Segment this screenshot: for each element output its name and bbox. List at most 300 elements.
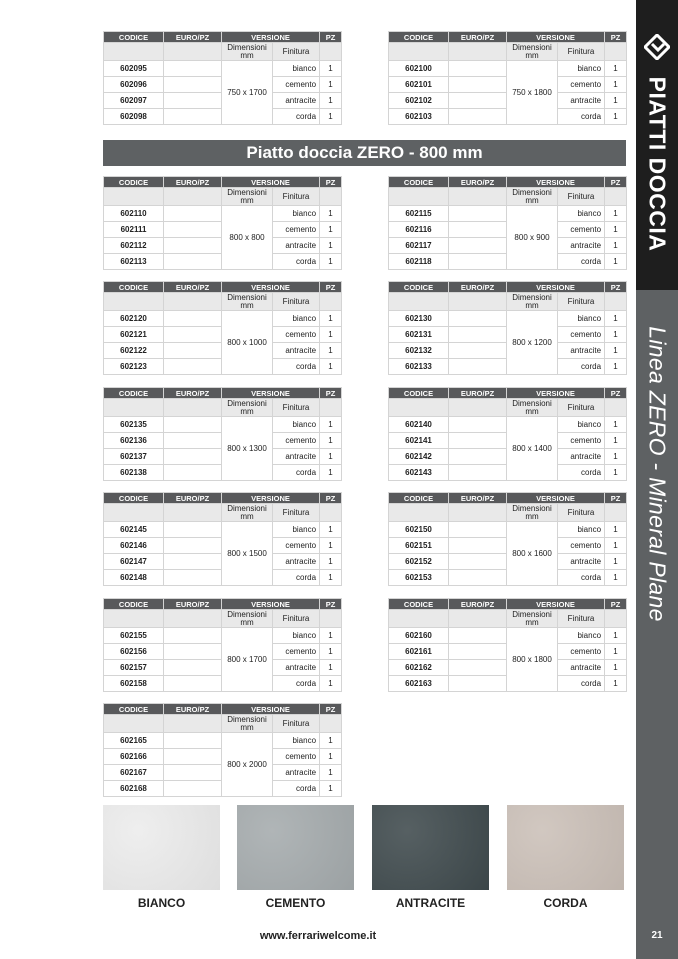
sub-empty <box>449 610 507 628</box>
brand-logo-icon <box>644 34 670 60</box>
product-code: 602141 <box>389 433 449 449</box>
qty-cell: 1 <box>320 238 342 254</box>
finish-cell: bianco <box>558 311 605 327</box>
price-cell <box>449 238 507 254</box>
col-codice: CODICE <box>104 493 164 504</box>
table-subheader <box>104 293 342 311</box>
col-dimensioni: Dimensioni mm <box>507 399 558 417</box>
qty-cell: 1 <box>605 109 627 125</box>
price-cell <box>449 343 507 359</box>
sub-empty <box>389 293 449 311</box>
table-row <box>389 417 627 433</box>
col-dimensioni: Dimensioni mm <box>222 610 273 628</box>
table-header <box>389 32 627 43</box>
table-subheader <box>104 43 342 61</box>
price-cell <box>164 733 222 749</box>
col-euro: EURO/PZ <box>164 177 222 188</box>
product-code: 602168 <box>104 781 164 797</box>
sub-empty <box>164 43 222 61</box>
dimension-cell: 800 x 800 <box>222 206 273 270</box>
qty-cell: 1 <box>320 570 342 586</box>
sub-empty <box>104 504 164 522</box>
product-code: 602112 <box>104 238 164 254</box>
qty-cell: 1 <box>320 660 342 676</box>
col-codice: CODICE <box>104 599 164 610</box>
finish-cell: bianco <box>273 522 320 538</box>
qty-cell: 1 <box>320 222 342 238</box>
swatch-label: BIANCO <box>137 896 186 910</box>
finish-cell: cemento <box>558 222 605 238</box>
dimension-cell: 800 x 1400 <box>507 417 558 481</box>
product-code: 602135 <box>104 417 164 433</box>
finish-cell: bianco <box>558 522 605 538</box>
table-row <box>389 311 627 327</box>
qty-cell: 1 <box>605 433 627 449</box>
sub-empty <box>164 399 222 417</box>
qty-cell: 1 <box>320 644 342 660</box>
qty-cell: 1 <box>320 61 342 77</box>
price-cell <box>449 538 507 554</box>
price-cell <box>164 644 222 660</box>
col-euro: EURO/PZ <box>449 493 507 504</box>
qty-cell: 1 <box>605 77 627 93</box>
qty-cell: 1 <box>605 61 627 77</box>
sub-empty <box>104 293 164 311</box>
qty-cell: 1 <box>605 676 627 692</box>
product-code: 602148 <box>104 570 164 586</box>
price-cell <box>164 522 222 538</box>
col-versione: VERSIONE <box>222 32 320 43</box>
finish-cell: cemento <box>558 77 605 93</box>
price-cell <box>449 644 507 660</box>
table-subheader <box>389 504 627 522</box>
dimension-cell: 800 x 1000 <box>222 311 273 375</box>
sidebar-title-block <box>636 0 678 290</box>
table-subheader <box>389 43 627 61</box>
price-cell <box>449 554 507 570</box>
table-subheader <box>389 399 627 417</box>
dimension-cell: 800 x 1800 <box>507 628 558 692</box>
product-code: 602157 <box>104 660 164 676</box>
sub-empty <box>389 504 449 522</box>
price-cell <box>449 77 507 93</box>
col-finitura: Finitura <box>273 293 320 311</box>
price-cell <box>449 359 507 375</box>
col-pz: PZ <box>605 282 627 293</box>
col-codice: CODICE <box>104 177 164 188</box>
col-pz: PZ <box>605 388 627 399</box>
price-cell <box>449 61 507 77</box>
col-codice: CODICE <box>389 388 449 399</box>
swatch-bianco <box>103 805 220 890</box>
qty-cell: 1 <box>605 343 627 359</box>
qty-cell: 1 <box>605 465 627 481</box>
sub-empty <box>605 504 627 522</box>
finish-cell: bianco <box>273 628 320 644</box>
col-dimensioni: Dimensioni mm <box>507 188 558 206</box>
product-code: 602097 <box>104 93 164 109</box>
col-versione: VERSIONE <box>507 32 605 43</box>
product-table <box>103 387 342 481</box>
qty-cell: 1 <box>605 359 627 375</box>
price-cell <box>449 417 507 433</box>
col-codice: CODICE <box>389 32 449 43</box>
table-header <box>389 388 627 399</box>
price-cell <box>164 254 222 270</box>
product-code: 602142 <box>389 449 449 465</box>
col-euro: EURO/PZ <box>449 388 507 399</box>
price-cell <box>164 417 222 433</box>
product-code: 602123 <box>104 359 164 375</box>
sub-empty <box>104 610 164 628</box>
sub-empty <box>389 610 449 628</box>
sub-empty <box>605 399 627 417</box>
finish-cell: corda <box>558 109 605 125</box>
table-row <box>104 61 342 77</box>
col-versione: VERSIONE <box>507 599 605 610</box>
price-cell <box>449 570 507 586</box>
product-code: 602156 <box>104 644 164 660</box>
price-cell <box>449 628 507 644</box>
qty-cell: 1 <box>605 93 627 109</box>
product-code: 602147 <box>104 554 164 570</box>
table-subheader <box>104 399 342 417</box>
col-euro: EURO/PZ <box>164 388 222 399</box>
price-cell <box>164 93 222 109</box>
qty-cell: 1 <box>320 417 342 433</box>
col-codice: CODICE <box>389 177 449 188</box>
table-header <box>104 493 342 504</box>
col-pz: PZ <box>605 493 627 504</box>
col-versione: VERSIONE <box>222 493 320 504</box>
finish-cell: cemento <box>273 77 320 93</box>
sub-empty <box>605 610 627 628</box>
sidebar-title: PIATTI DOCCIA <box>644 76 671 252</box>
price-cell <box>164 749 222 765</box>
col-pz: PZ <box>605 32 627 43</box>
swatch-corda <box>507 805 624 890</box>
sub-empty <box>104 43 164 61</box>
table-row <box>104 417 342 433</box>
product-code: 602136 <box>104 433 164 449</box>
qty-cell: 1 <box>605 449 627 465</box>
dimension-cell: 800 x 1200 <box>507 311 558 375</box>
finish-cell: antracite <box>558 93 605 109</box>
product-code: 602151 <box>389 538 449 554</box>
product-code: 602096 <box>104 77 164 93</box>
table-subheader <box>389 293 627 311</box>
price-cell <box>449 311 507 327</box>
dimension-cell: 800 x 1600 <box>507 522 558 586</box>
table-header <box>104 177 342 188</box>
price-cell <box>164 61 222 77</box>
col-pz: PZ <box>320 32 342 43</box>
price-cell <box>449 93 507 109</box>
qty-cell: 1 <box>320 206 342 222</box>
finish-cell: antracite <box>273 343 320 359</box>
col-codice: CODICE <box>389 282 449 293</box>
sub-empty <box>164 504 222 522</box>
col-euro: EURO/PZ <box>164 599 222 610</box>
price-cell <box>164 538 222 554</box>
sub-empty <box>104 715 164 733</box>
col-codice: CODICE <box>104 32 164 43</box>
qty-cell: 1 <box>320 254 342 270</box>
product-code: 602133 <box>389 359 449 375</box>
finish-cell: bianco <box>558 61 605 77</box>
col-versione: VERSIONE <box>222 599 320 610</box>
section-banner: Piatto doccia ZERO - 800 mm <box>103 140 626 166</box>
finish-cell: corda <box>273 359 320 375</box>
price-cell <box>164 222 222 238</box>
table-row <box>104 733 342 749</box>
finish-cell: cemento <box>273 749 320 765</box>
col-dimensioni: Dimensioni mm <box>222 399 273 417</box>
product-table <box>388 176 627 270</box>
col-finitura: Finitura <box>273 715 320 733</box>
swatch-label: CORDA <box>543 896 588 910</box>
product-code: 602143 <box>389 465 449 481</box>
sub-empty <box>389 399 449 417</box>
finish-cell: antracite <box>558 343 605 359</box>
col-pz: PZ <box>320 493 342 504</box>
qty-cell: 1 <box>320 628 342 644</box>
sub-empty <box>320 504 342 522</box>
table-header <box>104 388 342 399</box>
price-cell <box>449 660 507 676</box>
qty-cell: 1 <box>320 465 342 481</box>
price-cell <box>164 676 222 692</box>
col-euro: EURO/PZ <box>449 599 507 610</box>
table-row <box>104 311 342 327</box>
col-dimensioni: Dimensioni mm <box>222 188 273 206</box>
price-cell <box>449 676 507 692</box>
dimension-cell: 750 x 1700 <box>222 61 273 125</box>
table-subheader <box>389 610 627 628</box>
product-code: 602111 <box>104 222 164 238</box>
col-dimensioni: Dimensioni mm <box>507 610 558 628</box>
col-codice: CODICE <box>389 493 449 504</box>
table-subheader <box>104 610 342 628</box>
finish-cell: cemento <box>273 538 320 554</box>
finish-cell: bianco <box>558 417 605 433</box>
sub-empty <box>164 188 222 206</box>
dimension-cell: 800 x 900 <box>507 206 558 270</box>
qty-cell: 1 <box>605 222 627 238</box>
price-cell <box>164 327 222 343</box>
product-code: 602098 <box>104 109 164 125</box>
table-subheader <box>104 715 342 733</box>
qty-cell: 1 <box>320 311 342 327</box>
product-code: 602130 <box>389 311 449 327</box>
col-dimensioni: Dimensioni mm <box>222 293 273 311</box>
sub-empty <box>320 715 342 733</box>
table-header <box>104 599 342 610</box>
sub-empty <box>449 504 507 522</box>
sub-empty <box>389 188 449 206</box>
col-versione: VERSIONE <box>222 177 320 188</box>
finish-cell: corda <box>558 465 605 481</box>
table-row <box>104 522 342 538</box>
product-table <box>103 281 342 375</box>
finish-cell: corda <box>273 254 320 270</box>
product-code: 602158 <box>104 676 164 692</box>
sub-empty <box>449 188 507 206</box>
finish-cell: corda <box>273 465 320 481</box>
product-code: 602160 <box>389 628 449 644</box>
product-code: 602166 <box>104 749 164 765</box>
finish-cell: bianco <box>273 206 320 222</box>
col-finitura: Finitura <box>273 504 320 522</box>
product-code: 602150 <box>389 522 449 538</box>
table-row <box>104 628 342 644</box>
price-cell <box>449 327 507 343</box>
product-code: 602116 <box>389 222 449 238</box>
qty-cell: 1 <box>605 628 627 644</box>
qty-cell: 1 <box>605 554 627 570</box>
col-finitura: Finitura <box>558 293 605 311</box>
table-subheader <box>104 504 342 522</box>
product-code: 602100 <box>389 61 449 77</box>
finish-cell: cemento <box>273 644 320 660</box>
qty-cell: 1 <box>605 311 627 327</box>
footer-url[interactable]: www.ferrariwelcome.it <box>259 930 377 942</box>
price-cell <box>449 522 507 538</box>
finish-cell: antracite <box>558 660 605 676</box>
finish-cell: bianco <box>273 61 320 77</box>
col-finitura: Finitura <box>558 610 605 628</box>
col-euro: EURO/PZ <box>449 177 507 188</box>
qty-cell: 1 <box>320 733 342 749</box>
dimension-cell: 800 x 1500 <box>222 522 273 586</box>
table-subheader <box>389 188 627 206</box>
col-versione: VERSIONE <box>507 282 605 293</box>
finish-cell: cemento <box>273 222 320 238</box>
finish-cell: corda <box>273 676 320 692</box>
sub-empty <box>605 188 627 206</box>
qty-cell: 1 <box>605 522 627 538</box>
price-cell <box>449 433 507 449</box>
col-codice: CODICE <box>389 599 449 610</box>
finish-cell: bianco <box>273 733 320 749</box>
col-pz: PZ <box>320 599 342 610</box>
qty-cell: 1 <box>320 343 342 359</box>
finish-cell: corda <box>558 570 605 586</box>
qty-cell: 1 <box>320 676 342 692</box>
product-code: 602145 <box>104 522 164 538</box>
col-euro: EURO/PZ <box>449 282 507 293</box>
col-dimensioni: Dimensioni mm <box>222 504 273 522</box>
col-euro: EURO/PZ <box>449 32 507 43</box>
product-code: 602131 <box>389 327 449 343</box>
finish-cell: cemento <box>558 538 605 554</box>
table-row <box>389 61 627 77</box>
table-row <box>389 522 627 538</box>
col-pz: PZ <box>320 177 342 188</box>
product-code: 602165 <box>104 733 164 749</box>
product-code: 602101 <box>389 77 449 93</box>
col-euro: EURO/PZ <box>164 32 222 43</box>
sub-empty <box>449 399 507 417</box>
sub-empty <box>320 399 342 417</box>
sub-empty <box>104 399 164 417</box>
qty-cell: 1 <box>605 238 627 254</box>
product-code: 602117 <box>389 238 449 254</box>
col-dimensioni: Dimensioni mm <box>507 504 558 522</box>
qty-cell: 1 <box>320 538 342 554</box>
qty-cell: 1 <box>605 660 627 676</box>
sidebar-subtitle: Linea ZERO - Mineral Plane <box>644 326 671 622</box>
finish-cell: corda <box>273 109 320 125</box>
sub-empty <box>320 293 342 311</box>
finish-cell: corda <box>273 570 320 586</box>
qty-cell: 1 <box>320 781 342 797</box>
price-cell <box>164 781 222 797</box>
col-euro: EURO/PZ <box>164 282 222 293</box>
product-table <box>388 281 627 375</box>
table-header <box>104 704 342 715</box>
table-header <box>389 599 627 610</box>
col-versione: VERSIONE <box>507 388 605 399</box>
finish-cell: antracite <box>273 238 320 254</box>
finish-cell: antracite <box>273 554 320 570</box>
swatch-cemento <box>237 805 354 890</box>
product-code: 602155 <box>104 628 164 644</box>
finish-cell: corda <box>558 676 605 692</box>
finish-cell: cemento <box>558 644 605 660</box>
product-table <box>103 176 342 270</box>
finish-cell: cemento <box>558 433 605 449</box>
table-row <box>389 628 627 644</box>
col-versione: VERSIONE <box>222 704 320 715</box>
price-cell <box>449 222 507 238</box>
product-table <box>103 598 342 692</box>
col-codice: CODICE <box>104 704 164 715</box>
col-euro: EURO/PZ <box>164 493 222 504</box>
table-header <box>104 282 342 293</box>
finish-cell: antracite <box>273 660 320 676</box>
qty-cell: 1 <box>320 93 342 109</box>
sub-empty <box>449 43 507 61</box>
product-code: 602115 <box>389 206 449 222</box>
product-code: 602110 <box>104 206 164 222</box>
table-header <box>104 32 342 43</box>
qty-cell: 1 <box>605 644 627 660</box>
col-finitura: Finitura <box>273 43 320 61</box>
product-table <box>103 492 342 586</box>
table-header <box>389 282 627 293</box>
col-versione: VERSIONE <box>222 388 320 399</box>
product-code: 602118 <box>389 254 449 270</box>
col-versione: VERSIONE <box>507 493 605 504</box>
qty-cell: 1 <box>320 522 342 538</box>
sub-empty <box>320 43 342 61</box>
product-code: 602103 <box>389 109 449 125</box>
finish-cell: bianco <box>558 628 605 644</box>
finish-cell: bianco <box>273 311 320 327</box>
finish-cell: corda <box>558 359 605 375</box>
col-dimensioni: Dimensioni mm <box>222 715 273 733</box>
col-finitura: Finitura <box>558 399 605 417</box>
dimension-cell: 750 x 1800 <box>507 61 558 125</box>
price-cell <box>164 465 222 481</box>
qty-cell: 1 <box>605 254 627 270</box>
product-code: 602162 <box>389 660 449 676</box>
finish-cell: antracite <box>273 93 320 109</box>
product-table <box>388 31 627 125</box>
product-code: 602153 <box>389 570 449 586</box>
sub-empty <box>389 43 449 61</box>
